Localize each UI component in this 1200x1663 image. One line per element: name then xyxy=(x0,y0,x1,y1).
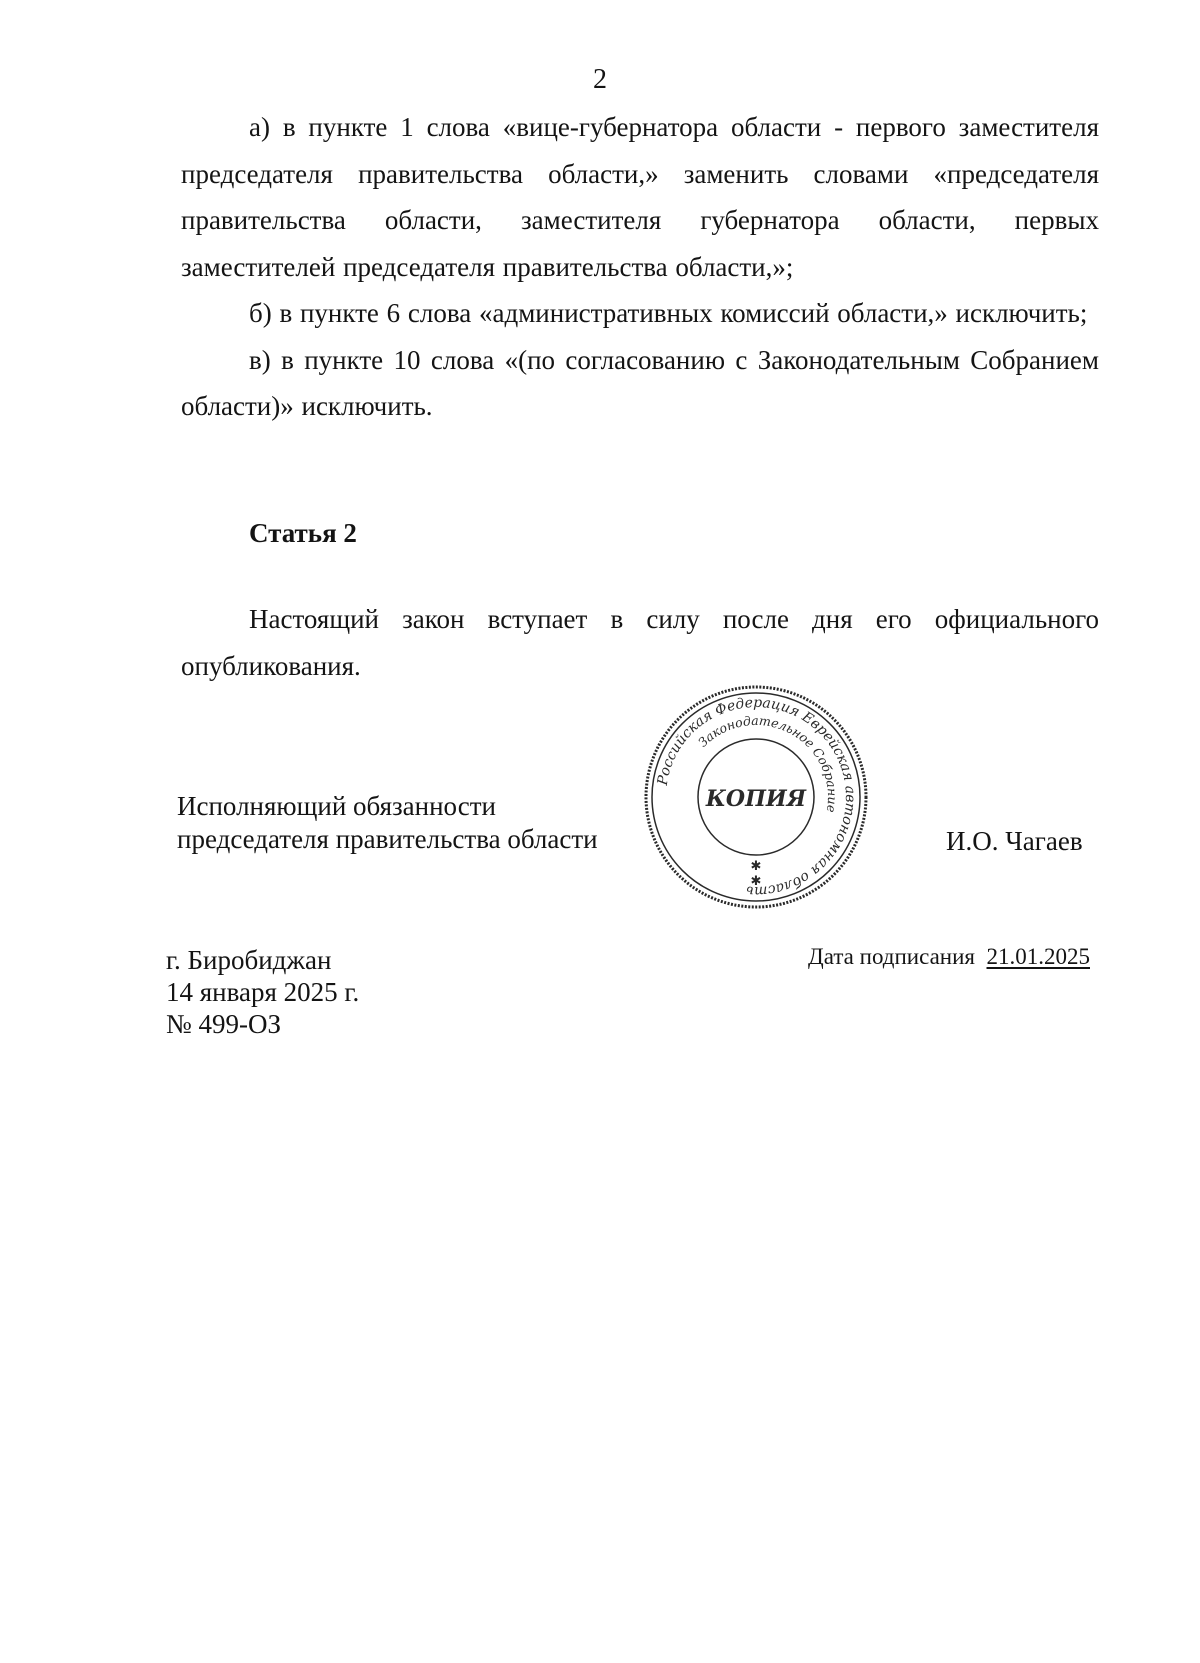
stamp-center-text: КОПИЯ xyxy=(705,786,807,812)
signatory-title-line-1: Исполняющий обязанности xyxy=(177,791,496,821)
law-number: № 499-ОЗ xyxy=(166,1009,282,1039)
place-date-number xyxy=(166,944,359,1040)
official-seal-stamp xyxy=(642,683,870,911)
stamp-star-icon: ✱ xyxy=(750,873,762,888)
amendment-item-b: б) в пункте 6 слова «административных комиссий области,» исключить; xyxy=(249,298,1088,328)
article-body xyxy=(181,596,1099,689)
amendments-list xyxy=(181,104,1099,430)
signing-date-label: Дата подписания xyxy=(808,944,975,969)
law-date: 14 января 2025 г. xyxy=(166,977,360,1007)
stamp-outer-text-path: Российская Федерация Еврейская автономная область xyxy=(654,694,859,900)
page-number: 2 xyxy=(593,64,607,95)
city: г. Биробиджан xyxy=(166,945,332,975)
stamp-star-icon: ✱ xyxy=(750,858,762,873)
article-text: Настоящий закон вступает в силу после дня его официального опубликования. xyxy=(181,604,1099,681)
signatory-title-line-2: председателя правительства области xyxy=(177,824,598,854)
article-heading: Статья 2 xyxy=(249,518,357,548)
signatory-title xyxy=(177,790,598,856)
stamp-inner-text-path: Законодательное Собрание xyxy=(695,712,841,814)
signatory-name: И.О. Чагаев xyxy=(946,826,1083,856)
signing-date xyxy=(808,942,1090,972)
amendment-item-c: в) в пункте 10 слова «(по согласованию с Законодательным Собранием области)» исключить. xyxy=(181,344,1099,421)
amendment-item-a: а) в пункте 1 слова «вице-губернатора области - первого заместителя председателя правительства области,» заменить словами «председателя правительства области, заместителя губернатора области, первых заместителей председателя правительства области,»; xyxy=(181,112,1099,282)
signing-date-value: 21.01.2025 xyxy=(986,944,1090,969)
